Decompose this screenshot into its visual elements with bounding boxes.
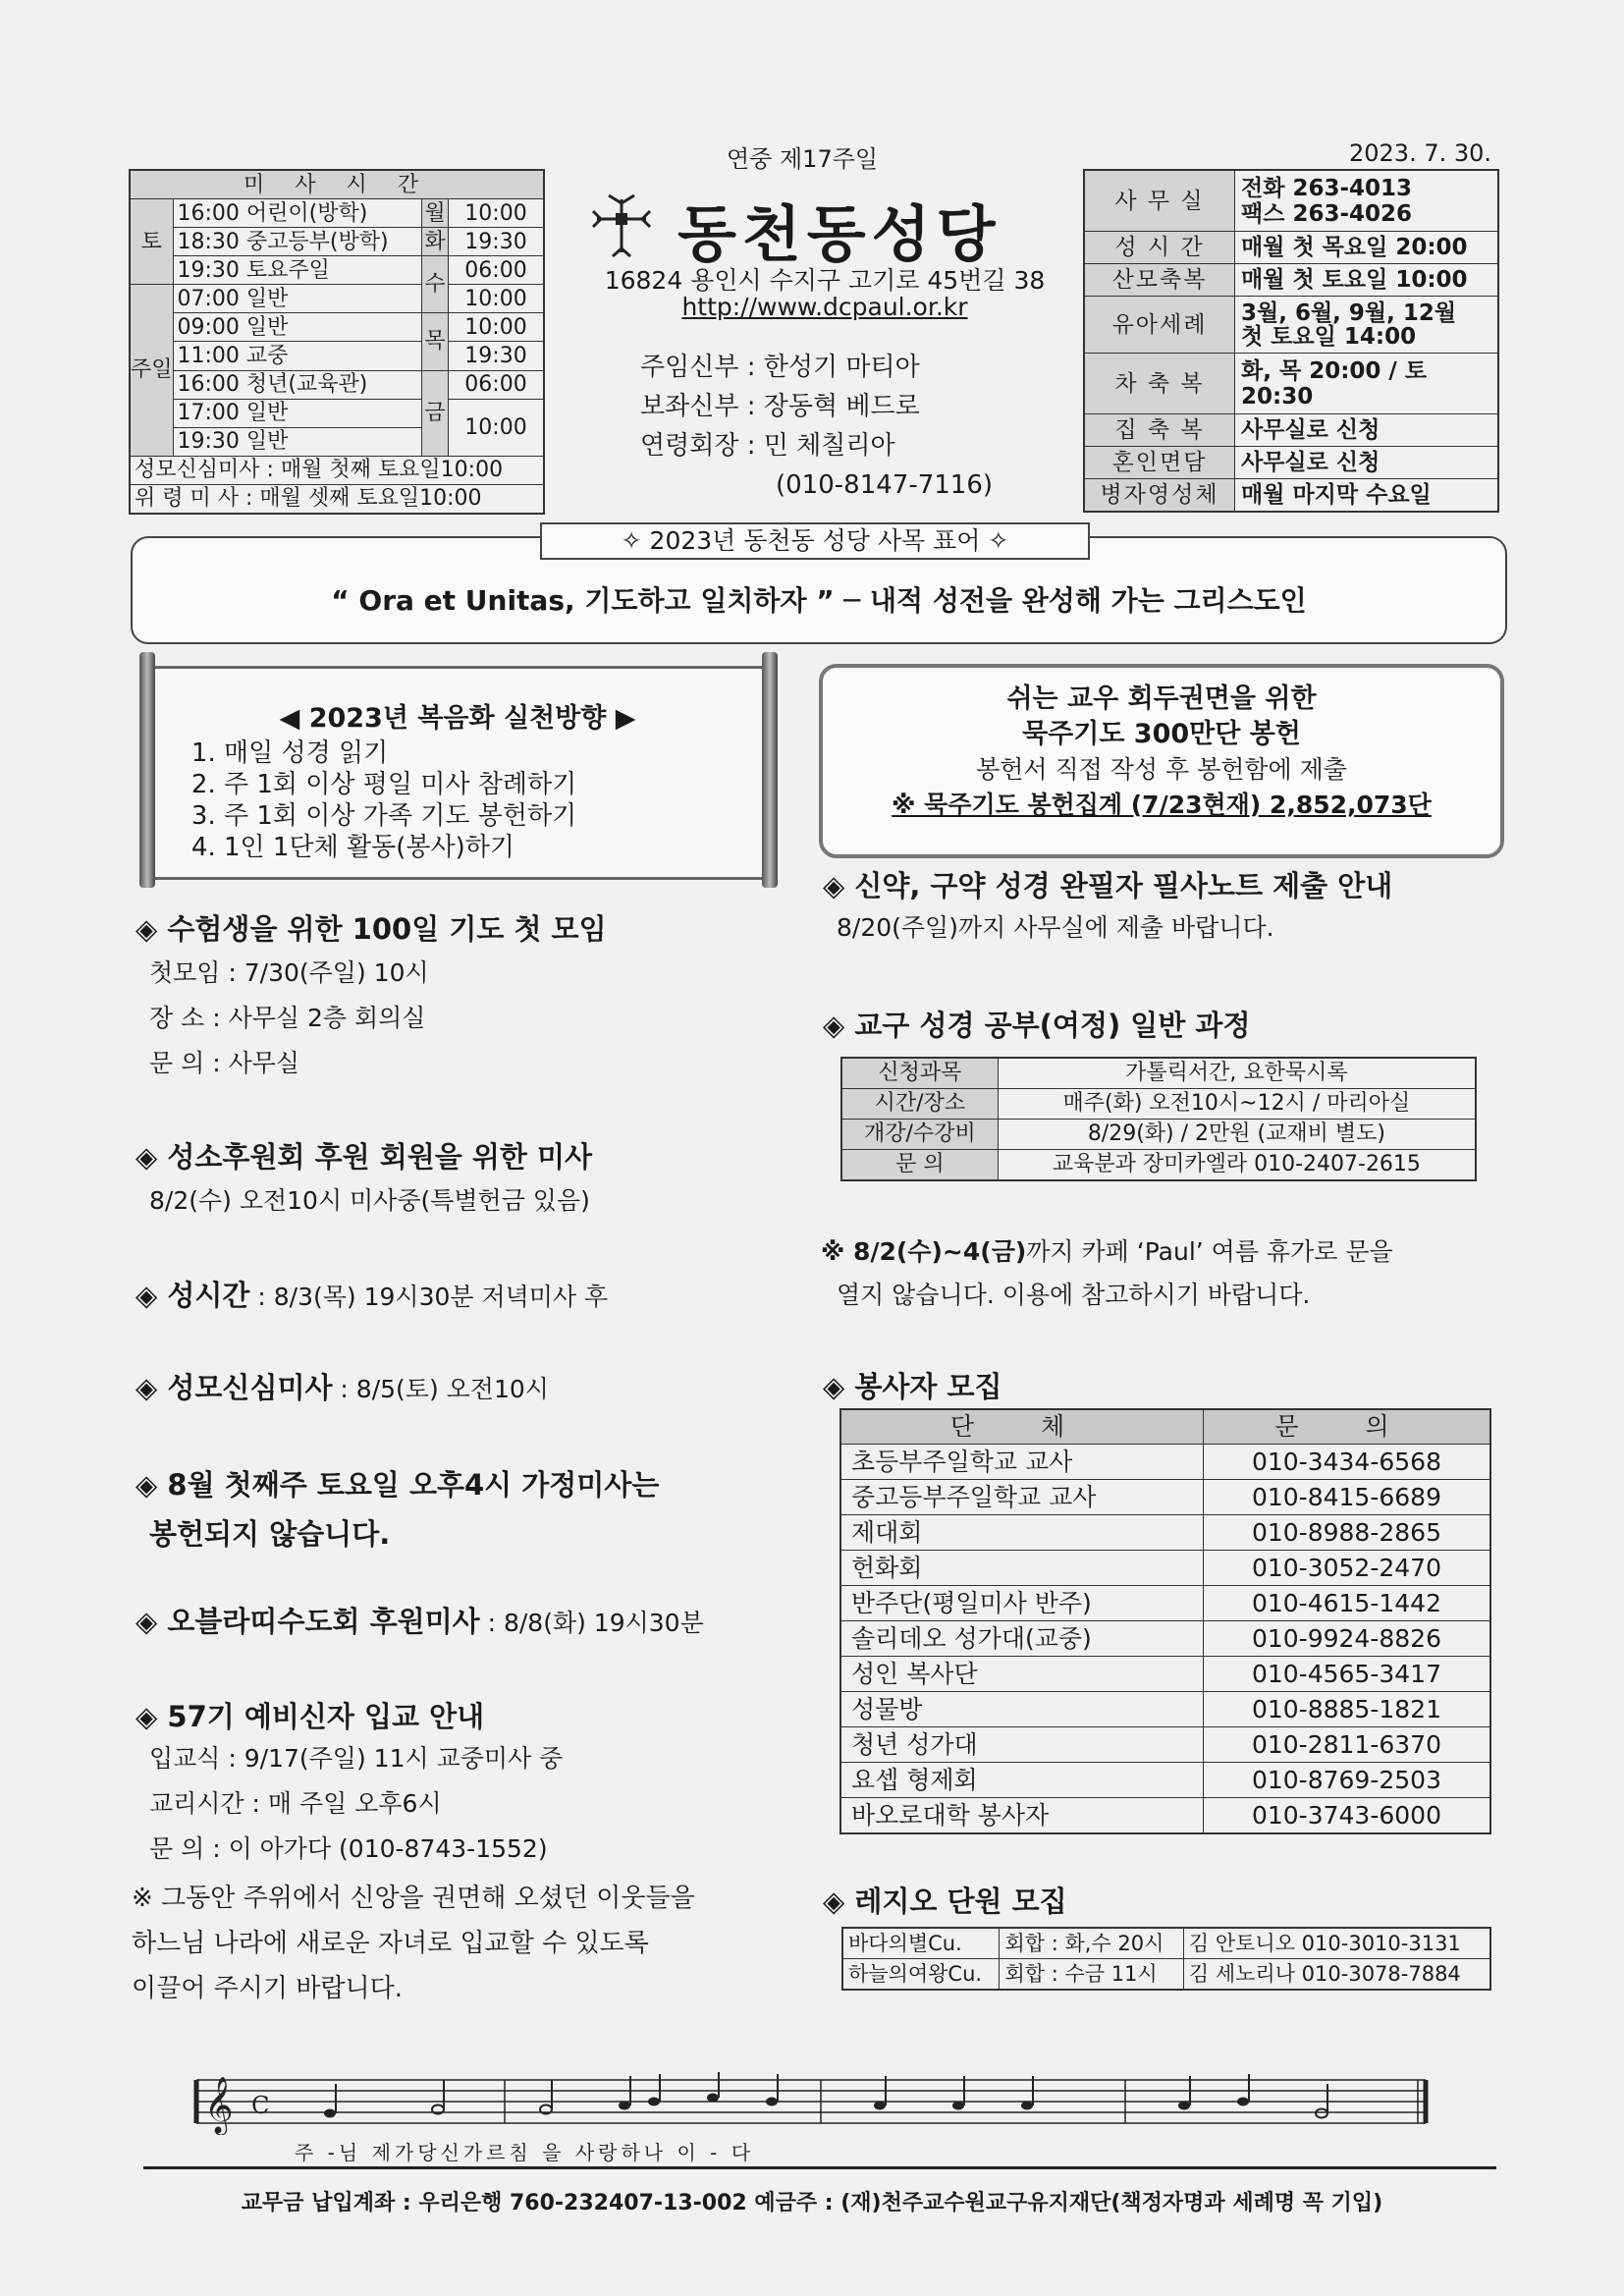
volunteer-group: 솔리데오 성가대(교중) [840,1621,1203,1657]
mass-row: 16:00 청년(교육관) [173,370,421,399]
support-title: ◈ 성소후원회 후원 회원을 위한 미사 [135,1140,592,1174]
mass-time: 19:30 [449,228,545,256]
mass-time: 06:00 [449,370,545,399]
svg-text:𝄞: 𝄞 [204,2076,234,2133]
study-key: 문 의 [841,1150,998,1181]
table-row [840,1621,1490,1657]
volunteer-group: 반주단(평일미사 반주) [840,1586,1203,1621]
bible-line: 8/20(주일)까지 사무실에 제출 바랍니다. [837,913,1274,942]
music-lyric: 주 -님 제가당신가르침 을 사랑하나 이 - 다 [295,2141,755,2164]
mass-row: 16:00 어린이(방학) [173,199,421,228]
office-value: 사무실로 신청 [1235,414,1499,447]
exam-line: 장 소 : 사무실 2층 회의실 [149,1004,426,1032]
volunteer-title: ◈ 봉사자 모집 [823,1370,1002,1403]
volunteer-header: 문 의 [1203,1409,1490,1445]
mass-time: 19:30 [449,342,545,370]
volunteer-group: 성물방 [840,1692,1203,1727]
house-mass-note: 봉헌되지 않습니다. [149,1517,391,1551]
weekday-label: 수 [422,256,449,313]
study-key: 신청과목 [841,1058,998,1089]
office-key: 성 시 간 [1084,232,1235,264]
table-row [840,1445,1490,1480]
mass-row: 07:00 일반 [173,285,421,313]
church-address: 16824 용인시 수지구 고기로 45번길 38 [604,266,1046,295]
support-line: 8/2(수) 오전10시 미사중(특별헌금 있음) [149,1186,590,1215]
legio-meeting: 회합 : 화,수 20시 [1000,1928,1183,1959]
legio-table [841,1927,1491,1991]
legio-name: 바다의별Cu. [842,1928,1000,1959]
cafe-notice [821,1233,1393,1271]
office-value: 3월, 6월, 9월, 12월 첫 토요일 14:00 [1235,297,1499,354]
footer-account: 교무금 납입계좌 : 우리은행 760-232407-13-002 예금주 : (재)천주교수원교구유지재단(책정자명과 세례명 꼭 기입) [241,2191,1383,2215]
motto-tag: ✧ 2023년 동천동 성당 사목 표어 ✧ [540,522,1090,560]
marian-detail: : 8/5(토) 오전10시 [332,1375,549,1403]
legio-contact: 김 안토니오 010-3010-3131 [1183,1928,1490,1959]
table-row [840,1515,1490,1551]
volunteer-phone: 010-3743-6000 [1203,1798,1490,1834]
rosary-count: ※ 묵주기도 봉헌집계 (7/23현재) 2,852,073단 [892,791,1432,819]
study-value: 교육분과 장미카엘라 010-2407-2615 [998,1150,1476,1181]
volunteer-group: 초등부주일학교 교사 [840,1445,1203,1480]
scroll-paper [149,666,766,880]
rosary-line: 쉬는 교우 회두권면을 위한 [1006,683,1317,714]
church-name: 동천동성당 [677,198,1001,270]
office-key: 유아세례 [1084,297,1235,354]
exam-title: ◈ 수험생을 위한 100일 기도 첫 모임 [135,912,607,946]
office-value: 화, 목 20:00 / 토 20:30 [1235,353,1499,413]
evangel-list [189,738,576,863]
table-row [840,1798,1490,1834]
table-row [840,1480,1490,1515]
study-value: 매주(화) 오전10시~12시 / 마리아실 [998,1089,1476,1120]
note-line: ※ 그동안 주위에서 신앙을 권면해 오셨던 이웃들을 [132,1884,695,1913]
holyhour-title: ◈ 성시간 [135,1279,250,1312]
cafe-dates: ※ 8/2(수)~4(금) [821,1237,1027,1266]
scroll-rod-left [139,652,155,888]
oblate-row [135,1603,704,1642]
evangel-item: 4. 1인 1단체 활동(봉사)하기 [224,832,576,863]
volunteer-header: 단 체 [840,1409,1203,1445]
table-row [840,1586,1490,1621]
legio-title: ◈ 레지오 단원 모집 [823,1885,1067,1918]
mass-row: 17:00 일반 [173,399,421,427]
legio-meeting: 회합 : 수금 11시 [1000,1959,1183,1991]
motto-text: “ Ora et Unitas, 기도하고 일치하자 ” ─ 내적 성전을 완성해 가는 그리스도인 [331,584,1307,617]
volunteer-phone: 010-3052-2470 [1203,1551,1490,1586]
scroll-rod-right [762,652,778,888]
study-value: 8/29(화) / 2만원 (교재비 별도) [998,1120,1476,1150]
mass-time: 10:00 [449,199,545,228]
office-key: 혼인면담 [1084,447,1235,479]
volunteer-group: 청년 성가대 [840,1727,1203,1763]
volunteer-phone: 010-8988-2865 [1203,1515,1490,1551]
table-row [842,1928,1490,1959]
oblate-detail: : 8/8(화) 19시30분 [479,1609,704,1637]
study-key: 시간/장소 [841,1089,998,1120]
study-title: ◈ 교구 성경 공부(여정) 일반 과정 [823,1009,1251,1042]
exam-line: 문 의 : 사무실 [149,1049,300,1077]
volunteer-group: 헌화회 [840,1551,1203,1586]
office-value: 사무실로 신청 [1235,447,1499,479]
mass-row: 11:00 교중 [173,342,421,370]
mass-row: 19:30 일반 [173,427,421,456]
volunteer-phone: 010-8769-2503 [1203,1763,1490,1798]
table-row [840,1727,1490,1763]
office-info-table [1083,169,1499,513]
office-value: 매월 첫 목요일 20:00 [1235,232,1499,264]
evangel-item: 1. 매일 성경 읽기 [224,738,576,769]
study-key: 개강/수강비 [841,1120,998,1150]
volunteer-phone: 010-9924-8826 [1203,1621,1490,1657]
study-value: 가톨릭서간, 요한묵시록 [998,1058,1476,1089]
office-value: 매월 마지막 수요일 [1235,478,1499,512]
svg-text:C: C [251,2092,270,2119]
office-key: 산모축복 [1084,264,1235,297]
weekday-label: 화 [422,228,449,256]
table-row [840,1763,1490,1798]
evangel-item: 3. 주 1회 이상 가족 기도 봉헌하기 [224,800,576,832]
rosary-box [819,664,1504,858]
rosary-line: 봉헌서 직접 작성 후 봉헌함에 제출 [976,755,1347,784]
office-key: 집 축 복 [1084,414,1235,447]
date-label: 2023. 7. 30. [1349,139,1492,167]
pastor: 주임신부 : 한성기 마티아 [640,353,920,382]
mass-time: 10:00 [449,313,545,342]
week-label: 연중 제17주일 [727,145,879,173]
footer-divider [143,2166,1496,2169]
office-key: 병자영성체 [1084,478,1235,512]
volunteer-phone: 010-3434-6568 [1203,1445,1490,1480]
mass-time: 06:00 [449,256,545,285]
catechumen-line: 교리시간 : 매 주일 오후6시 [149,1789,442,1818]
catechumen-note [132,1876,695,2011]
church-url[interactable]: http://www.dcpaul.or.kr [681,293,968,321]
weekday-label: 금 [422,370,449,456]
volunteer-phone: 010-8415-6689 [1203,1480,1490,1515]
cafe-line2: 열지 않습니다. 이용에 참고하시기 바랍니다. [837,1281,1311,1309]
volunteer-phone: 010-8885-1821 [1203,1692,1490,1727]
marian-title: ◈ 성모신심미사 [135,1371,333,1404]
volunteer-group: 성인 복사단 [840,1657,1203,1692]
cross-icon [589,193,654,258]
sunday-label: 주일 [130,285,173,456]
bible-title: ◈ 신약, 구약 성경 완필자 필사노트 제출 안내 [823,869,1393,902]
note-line: 하느님 나라에 새로운 자녀로 입교할 수 있도록 [132,1929,649,1958]
funeral-president: 연령회장 : 민 체칠리아 [640,431,895,461]
volunteer-phone: 010-4565-3417 [1203,1657,1490,1692]
note-line: 이끌어 주시기 바랍니다. [132,1974,403,2003]
marian-row [135,1369,549,1408]
evangel-title: ◀ 2023년 복음화 실천방향 ▶ [279,703,636,734]
office-key: 차 축 복 [1084,353,1235,413]
catechumen-title: ◈ 57기 예비신자 입교 안내 [135,1700,485,1733]
cafe-text: 까지 카페 ‘Paul’ 여름 휴가로 문을 [1026,1237,1393,1266]
mass-schedule-title: 미 사 시 간 [130,170,544,199]
house-mass-title: ◈ 8월 첫째주 토요일 오후4시 가정미사는 [135,1468,660,1502]
holyhour-row [135,1277,608,1316]
mass-row: 18:30 중고등부(방학) [173,228,421,256]
holyhour-detail: : 8/3(목) 19시30분 저녁미사 후 [249,1283,609,1311]
legio-name: 하늘의여왕Cu. [842,1959,1000,1991]
office-value: 매월 첫 토요일 10:00 [1235,264,1499,297]
table-row [840,1692,1490,1727]
mass-schedule-table [129,169,545,515]
rosary-line: 묵주기도 300만단 봉헌 [1022,719,1301,749]
mass-row: 19:30 토요주일 [173,256,421,285]
weekday-label: 목 [422,313,449,370]
volunteer-phone: 010-4615-1442 [1203,1586,1490,1621]
church-header [589,180,1021,270]
assistant-priest: 보좌신부 : 장동혁 베드로 [640,392,920,421]
mass-row: 09:00 일반 [173,313,421,342]
saturday-label: 토 [130,199,173,285]
mass-time: 10:00 [449,285,545,313]
office-key: 사 무 실 [1084,170,1235,232]
volunteer-group: 제대회 [840,1515,1203,1551]
table-row [840,1657,1490,1692]
music-staff [192,2070,1432,2135]
office-value: 전화 263-4013 팩스 263-4026 [1235,170,1499,232]
volunteer-phone: 010-2811-6370 [1203,1727,1490,1763]
president-phone: (010-8147-7116) [776,470,994,500]
volunteer-table [839,1408,1491,1834]
table-row [840,1551,1490,1586]
oblate-title: ◈ 오블라띠수도회 후원미사 [135,1605,480,1638]
exam-line: 첫모임 : 7/30(주일) 10시 [149,958,429,987]
special-mass: 성모신심미사 : 매월 첫째 토요일10:00 [130,456,544,484]
special-mass: 위 령 미 사 : 매월 셋째 토요일10:00 [130,484,544,514]
volunteer-group: 중고등부주일학교 교사 [840,1480,1203,1515]
table-row [842,1959,1490,1991]
catechumen-line: 문 의 : 이 아가다 (010-8743-1552) [149,1834,548,1863]
legio-contact: 김 세노리나 010-3078-7884 [1183,1959,1490,1991]
volunteer-group: 요셉 형제회 [840,1763,1203,1798]
evangel-item: 2. 주 1회 이상 평일 미사 참례하기 [224,769,576,800]
volunteer-group: 바오로대학 봉사자 [840,1798,1203,1834]
mass-time: 10:00 [449,399,545,456]
evangel-scroll [134,652,782,888]
study-table [840,1057,1477,1181]
catechumen-line: 입교식 : 9/17(주일) 11시 교중미사 중 [149,1744,564,1773]
weekday-label: 월 [422,199,449,228]
